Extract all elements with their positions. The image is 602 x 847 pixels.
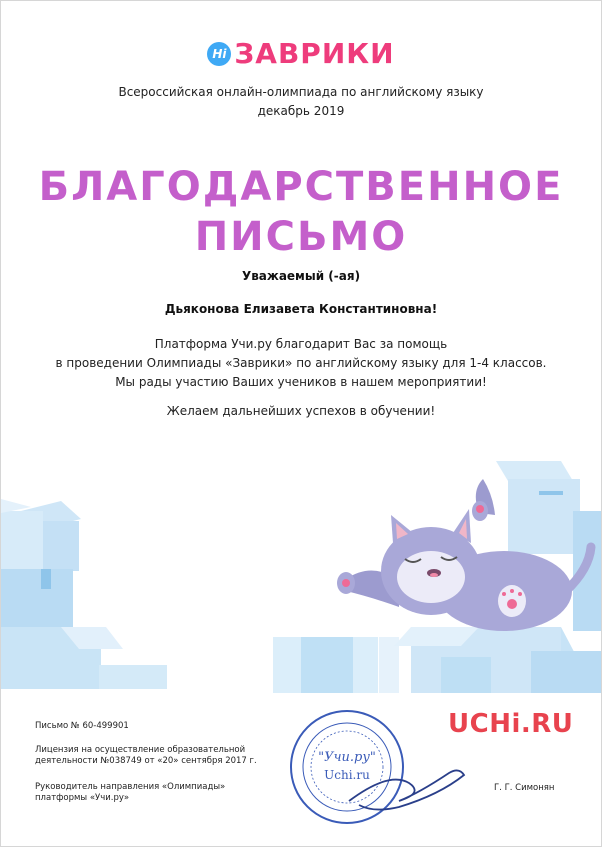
logo-text: ЗАВРИКИ <box>234 37 395 70</box>
salutation: Уважаемый (-ая) <box>241 269 361 283</box>
uchi-ru-logo: UCHi.RU <box>448 709 574 739</box>
recipient-name: Дьяконова Елизавета Константиновна! <box>164 302 438 316</box>
svg-text:"Учи.ру": "Учи.ру" <box>318 750 376 765</box>
svg-text:Uchi.ru: Uchi.ru <box>324 768 370 782</box>
olympiad-subtitle: Всероссийская онлайн-олимпиада по английскому языку декабрь 2019 <box>118 85 484 118</box>
zavriki-logo <box>1 38 601 70</box>
head-of-olympiads: Руководитель направления «Олимпиады» платформы «Учи.ру» <box>35 782 226 803</box>
cat-boxes-illustration <box>1 451 601 696</box>
license-info: Лицензия на осуществление образовательной деятельности №038749 от «20» сентября 2017 г. <box>35 745 257 766</box>
signer-name: Г. Г. Симонян <box>494 783 555 793</box>
letter-number: Письмо № 60-499901 <box>35 721 129 731</box>
hi-badge-icon: Hi <box>207 42 231 66</box>
wish-text: Желаем дальнейших успехов в обучении! <box>166 404 436 418</box>
title-line2: ПИСЬМО <box>194 214 408 260</box>
title-line1: БЛАГОДАРСТВЕННОЕ <box>38 164 564 210</box>
body-paragraph: Платформа Учи.ру благодарит Вас за помощь в проведении Олимпиады «Заврики» по английскому языку для 1-4 классов. Мы рады участию Ваших учеников в нашем мероприятии! <box>55 337 547 389</box>
left-boxes-icon <box>1 499 167 689</box>
